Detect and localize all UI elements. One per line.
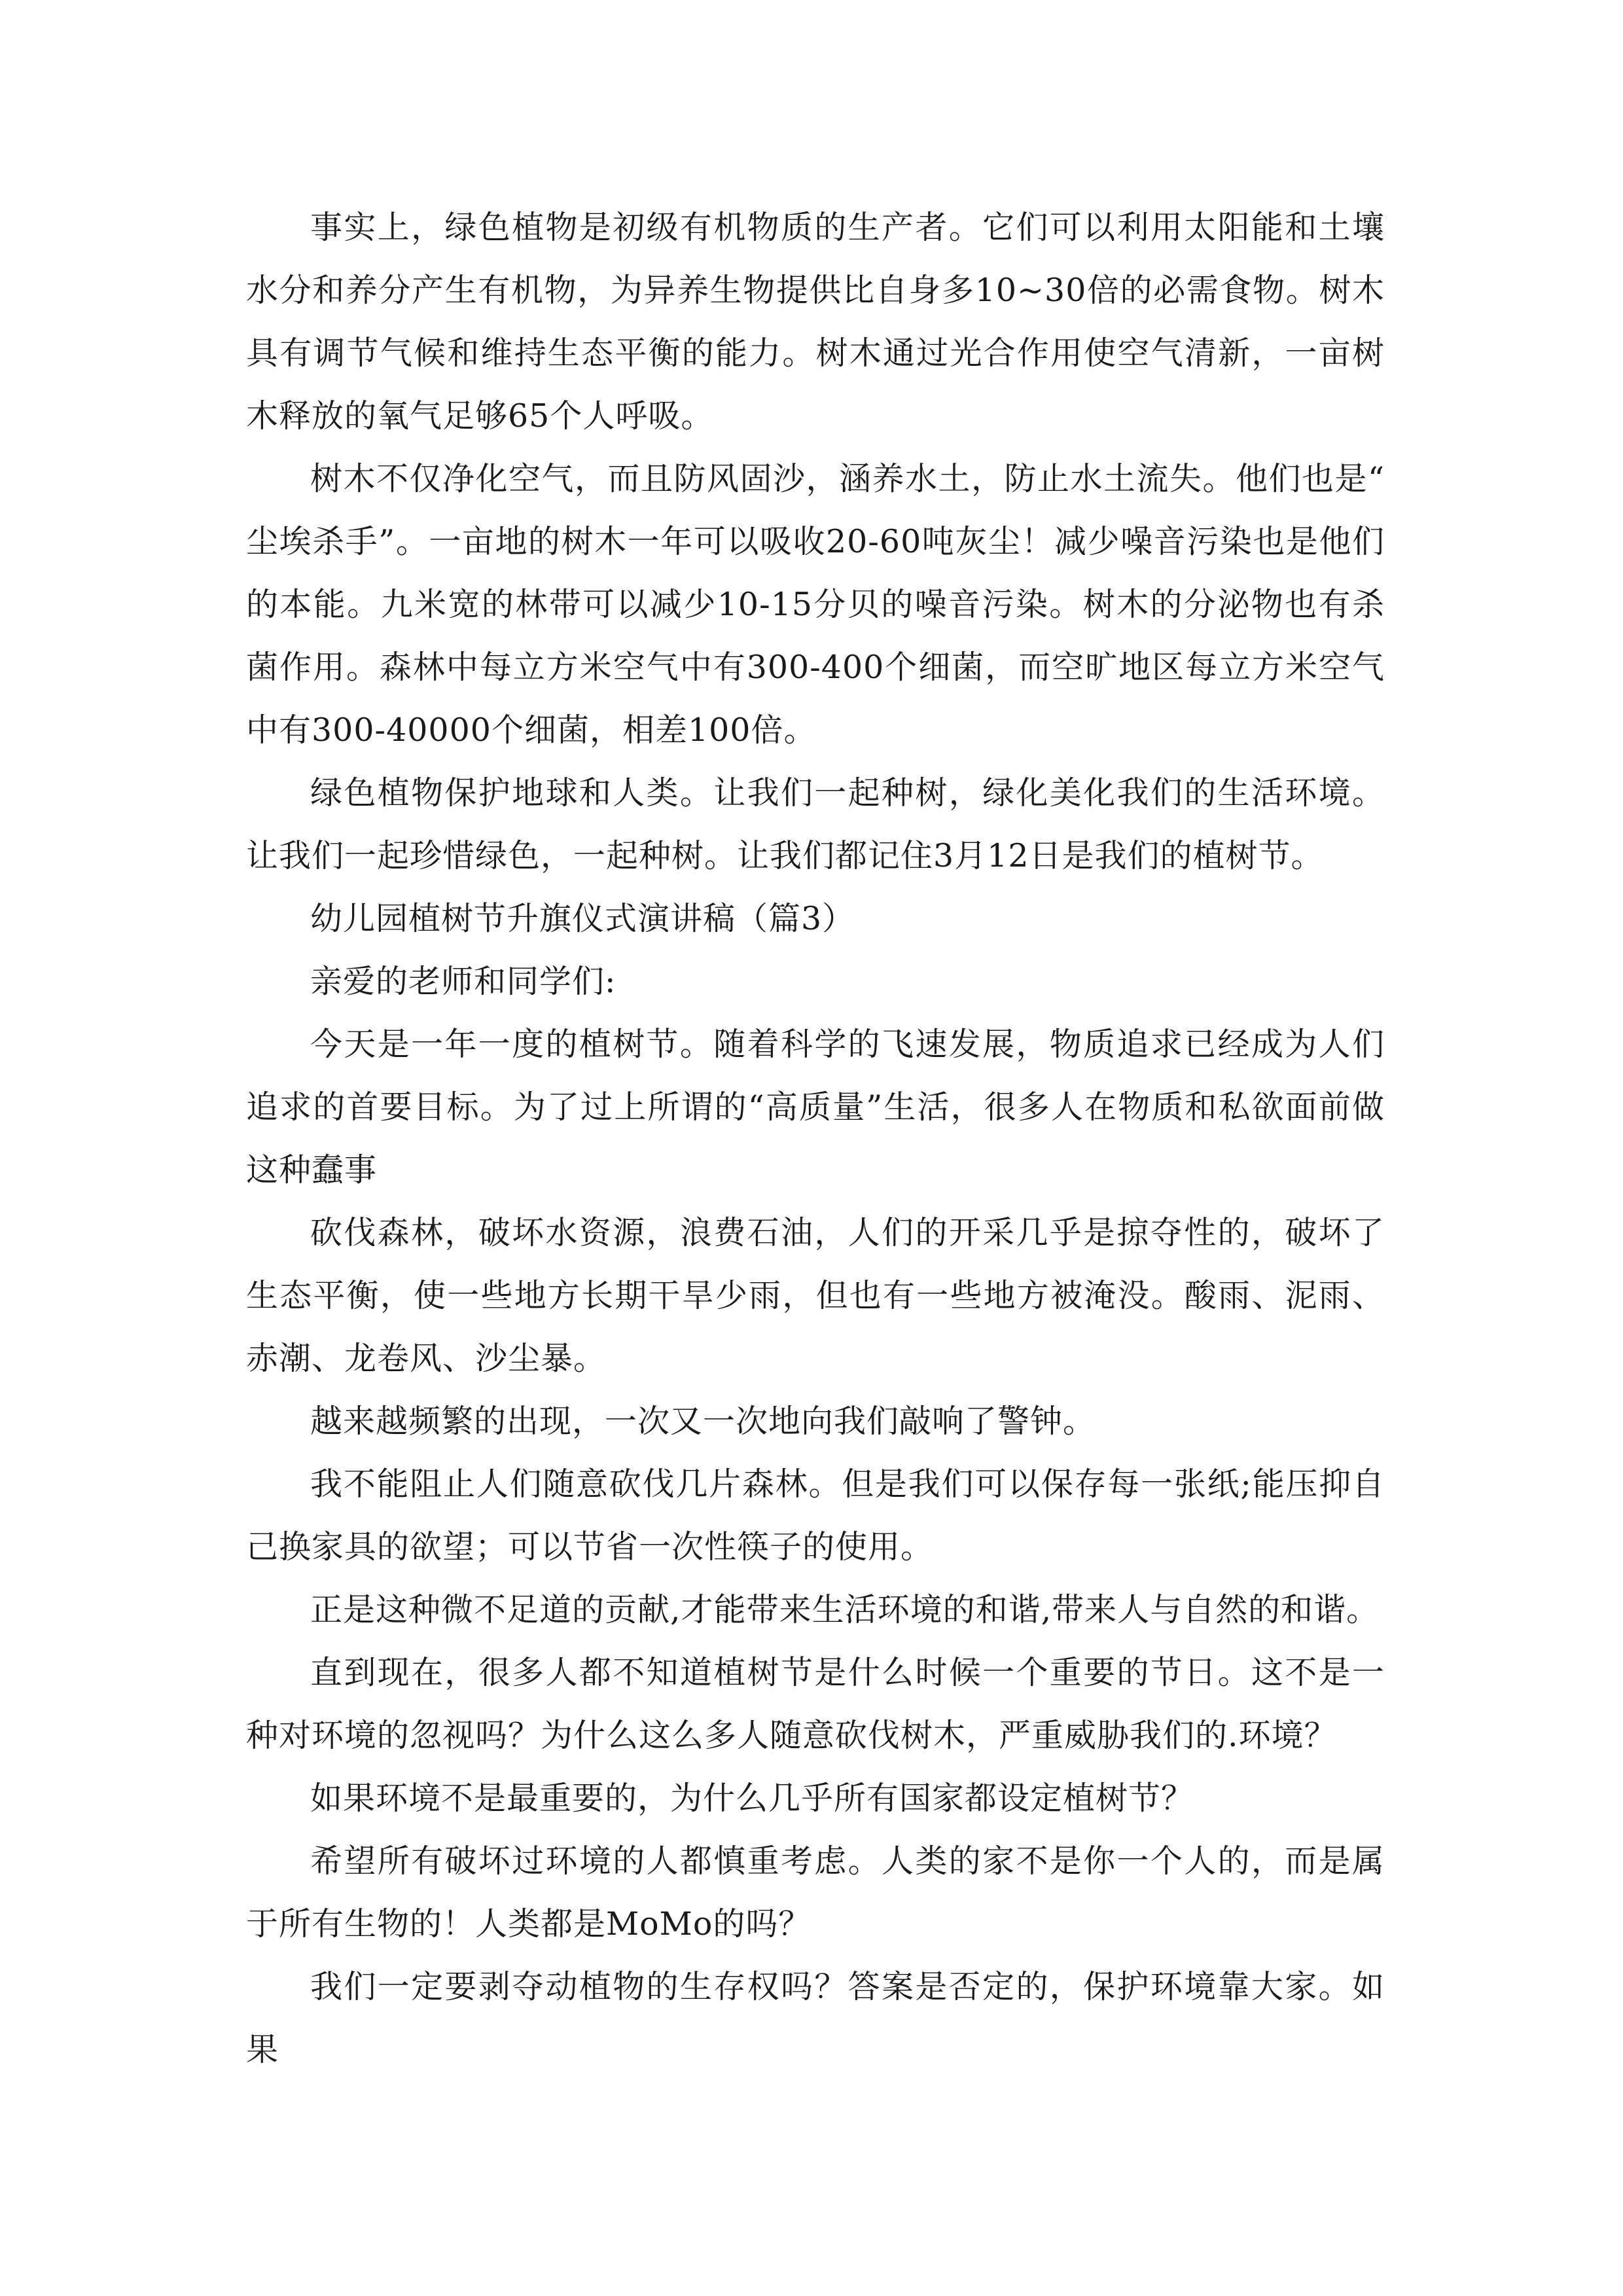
- paragraph-3: 绿色植物保护地球和人类。让我们一起种树，绿化美化我们的生活环境。让我们一起珍惜绿色，一起种树。让我们都记住3月12日是我们的植树节。: [246, 774, 1385, 874]
- document-body: [246, 196, 1385, 2081]
- paragraph-2: 树木不仅净化空气，而且防风固沙，涵养水土，防止水土流失。他们也是“尘埃杀手”。一亩地的树木一年可以吸收20-60吨灰尘！减少噪音污染也是他们的本能。九米宽的林带可以减少10-15分贝的噪音污染。树木的分泌物也有杀菌作用。森林中每立方米空气中有300-400个细菌，而空旷地区每立方米空气中有300-40000个细菌，相差100倍。: [246, 460, 1385, 749]
- paragraph-1: 事实上，绿色植物是初级有机物质的生产者。它们可以利用太阳能和土壤水分和养分产生有机物，为异养生物提供比自身多10~30倍的必需食物。树木具有调节气候和维持生态平衡的能力。树木通过光合作用使空气清新，一亩树木释放的氧气足够65个人呼吸。: [246, 209, 1385, 435]
- paragraph-13: 希望所有破坏过环境的人都慎重考虑。人类的家不是你一个人的，而是属于所有生物的！人类都是MoMo的吗？: [246, 1842, 1385, 1943]
- paragraph-6: 今天是一年一度的植树节。随着科学的飞速发展，物质追求已经成为人们追求的首要目标。为了过上所谓的“高质量”生活，很多人在物质和私欲面前做这种蠢事: [246, 1026, 1385, 1189]
- paragraph-12: 如果环境不是最重要的，为什么几乎所有国家都设定植树节？: [310, 1780, 1194, 1817]
- paragraph-10: 正是这种微不足道的贡献,才能带来生活环境的和谐,带来人与自然的和谐。: [310, 1591, 1380, 1628]
- salutation: 亲爱的老师和同学们:: [310, 963, 616, 1000]
- paragraph-7: 砍伐森林，破坏水资源，浪费石油，人们的开采几乎是掠夺性的，破坏了生态平衡，使一些地方长期干旱少雨，但也有一些地方被淹没。酸雨、泥雨、赤潮、龙卷风、沙尘暴。: [246, 1214, 1385, 1377]
- paragraph-11: 直到现在，很多人都不知道植树节是什么时候一个重要的节日。这不是一种对环境的忽视吗？为什么这么多人随意砍伐树木，严重威胁我们的.环境？: [246, 1654, 1385, 1754]
- paragraph-9: 我不能阻止人们随意砍伐几片森林。但是我们可以保存每一张纸;能压抑自己换家具的欲望；可以节省一次性筷子的使用。: [246, 1465, 1385, 1566]
- paragraph-8: 越来越频繁的出现，一次又一次地向我们敲响了警钟。: [310, 1403, 1096, 1440]
- section-heading: 幼儿园植树节升旗仪式演讲稿（篇3）: [310, 900, 855, 937]
- paragraph-14: 我们一定要剥夺动植物的生存权吗？答案是否定的，保护环境靠大家。如果: [246, 1968, 1385, 2068]
